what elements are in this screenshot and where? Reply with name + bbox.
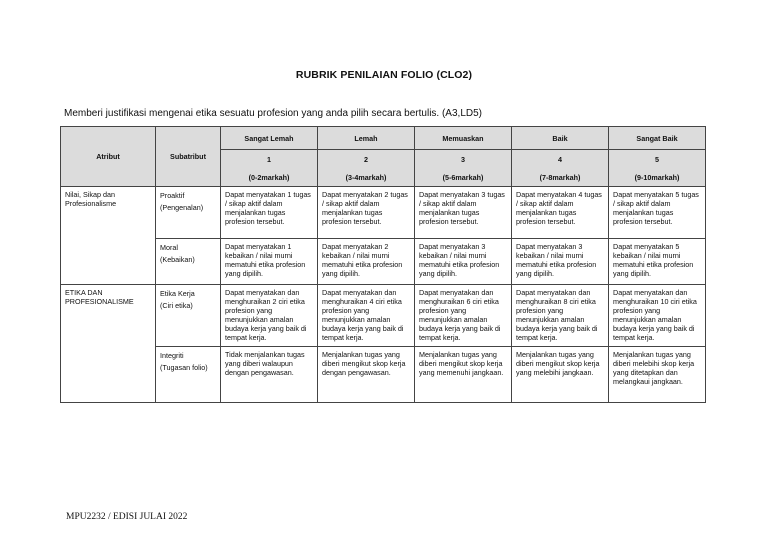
header-level-range: (7-8markah) [512,168,609,187]
criteria-cell: Dapat menyatakan 5 kebaikan / nilai murni mematuhi etika profesion yang dipilih. [609,239,706,285]
subattribute-cell [156,187,221,239]
subattribute-name: Integriti [160,351,184,360]
table-row [61,239,706,285]
subattribute-cell [156,239,221,285]
table-row [61,285,706,347]
header-level-number [318,150,415,169]
header-level-range: (9-10markah) [609,168,706,187]
level-number-text: 3 [461,154,465,164]
criteria-cell: Dapat menyatakan dan menghuraikan 2 ciri etika profesion yang menunjukkan amalan budaya kerja yang baik di tempat kerja. [221,285,318,347]
subattribute-note: (Kebaikan) [160,255,195,264]
criteria-cell: Dapat menyatakan 1 tugas / sikap aktif dalam menjalankan tugas profesion tersebut. [221,187,318,239]
criteria-cell: Dapat menyatakan 2 kebaikan / nilai murni mematuhi etika profesion yang dipilih. [318,239,415,285]
attribute-cell: Nilai, Sikap dan Profesionalisme [61,187,156,285]
header-level-name: Baik [512,127,609,150]
criteria-cell: Menjalankan tugas yang diberi mengikut skop kerja dengan pengawasan. [318,347,415,403]
header-level-range: (0-2markah) [221,168,318,187]
criteria-cell: Dapat menyatakan 1 kebaikan / nilai murni mematuhi etika profesion yang dipilih. [221,239,318,285]
criteria-cell: Dapat menyatakan 5 tugas / sikap aktif dalam menjalankan tugas profesion tersebut. [609,187,706,239]
subattribute-note: (Pengenalan) [160,203,204,212]
criteria-cell: Dapat menyatakan dan menghuraikan 4 ciri etika profesion yang menunjukkan amalan budaya kerja yang baik di tempat kerja. [318,285,415,347]
subattribute-cell [156,285,221,347]
table-row [61,347,706,403]
header-level-name: Sangat Lemah [221,127,318,150]
header-atribut: Atribut [61,127,156,187]
criteria-cell: Dapat menyatakan 3 tugas / sikap aktif dalam menjalankan tugas profesion tersebut. [415,187,512,239]
header-level-number [221,150,318,169]
page-footer: MPU2232 / EDISI JULAI 2022 [66,512,188,522]
header-level-name: Memuaskan [415,127,512,150]
criteria-cell: Menjalankan tugas yang diberi mengikut skop kerja yang melebihi jangkaan. [512,347,609,403]
criteria-cell: Menjalankan tugas yang diberi melebihi skop kerja yang ditetapkan dan melangkaui jangkaan. [609,347,706,403]
criteria-cell: Dapat menyatakan dan menghuraikan 8 ciri etika profesion yang menunjukkan amalan budaya kerja yang baik di tempat kerja. [512,285,609,347]
level-number-text: 4 [558,154,562,164]
level-number-text: 1 [267,154,271,164]
attribute-cell: ETIKA DAN PROFESIONALISME [61,285,156,403]
document-title: RUBRIK PENILAIAN FOLIO (CLO2) [295,69,473,81]
criteria-cell: Dapat menyatakan 2 tugas / sikap aktif dalam menjalankan tugas profesion tersebut. [318,187,415,239]
header-level-number [512,150,609,169]
criteria-cell: Dapat menyatakan 3 kebaikan / nilai murni mematuhi etika profesion yang dipilih. [415,239,512,285]
criteria-cell: Dapat menyatakan 3 kebaikan / nilai murni mematuhi etika profesion yang dipilih. [512,239,609,285]
header-level-number [415,150,512,169]
table-row [61,187,706,239]
subattribute-cell [156,347,221,403]
criteria-cell: Menjalankan tugas yang diberi mengikut skop kerja yang memenuhi jangkaan. [415,347,512,403]
subattribute-name: Moral [160,243,178,252]
task-instruction: Memberi justifikasi mengenai etika sesuatu profesion yang anda pilih secara bertulis. (A3,LD5) [64,108,482,119]
rubric-table [60,126,706,403]
header-level-name: Lemah [318,127,415,150]
criteria-cell: Dapat menyatakan 4 tugas / sikap aktif dalam menjalankan tugas profesion tersebut. [512,187,609,239]
subattribute-name: Proaktif [160,191,185,200]
subattribute-note: (Ciri etika) [160,301,193,310]
criteria-cell: Dapat menyatakan dan menghuraikan 10 ciri etika profesion yang menunjukkan amalan budaya kerja yang baik di tempat kerja. [609,285,706,347]
criteria-cell: Dapat menyatakan dan menghuraikan 6 ciri etika profesion yang menunjukkan amalan budaya kerja yang baik di tempat kerja. [415,285,512,347]
level-number-text: 5 [655,154,659,164]
subattribute-note: (Tugasan folio) [160,363,208,372]
header-level-name: Sangat Baik [609,127,706,150]
header-level-range: (3-4markah) [318,168,415,187]
header-level-range: (5-6markah) [415,168,512,187]
level-number-text: 2 [364,154,368,164]
subattribute-name: Etika Kerja [160,289,195,298]
criteria-cell: Tidak menjalankan tugas yang diberi walaupun dengan pengawasan. [221,347,318,403]
header-subatribut: Subatribut [156,127,221,187]
header-level-number [609,150,706,169]
